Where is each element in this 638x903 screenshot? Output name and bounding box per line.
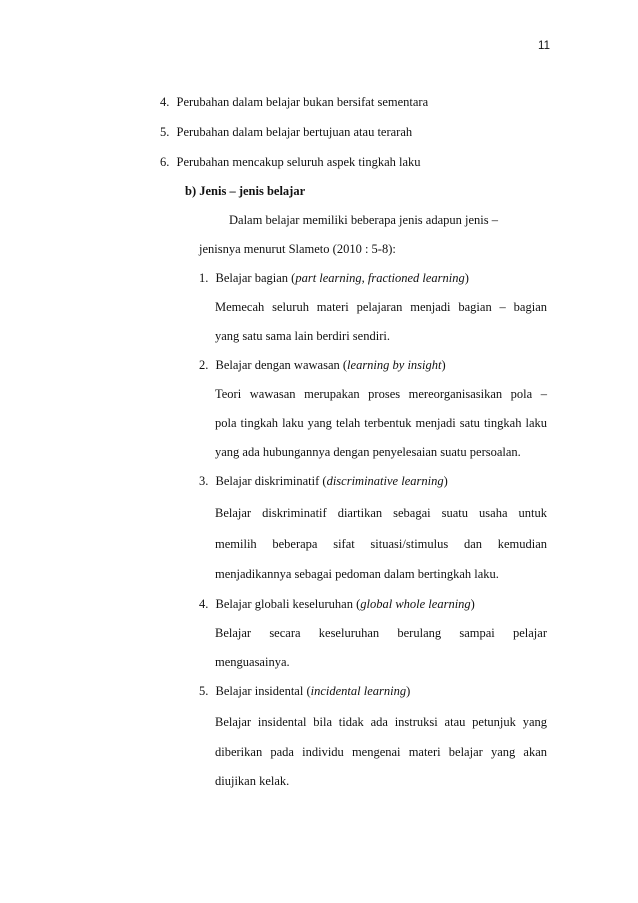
- list-number: 6.: [160, 155, 170, 169]
- type-desc-line: yang satu sama lain berdiri sendiri.: [215, 329, 390, 343]
- list-number: 5.: [160, 125, 170, 139]
- type-number: 4.: [199, 597, 209, 611]
- list-item: [160, 124, 412, 140]
- section-heading-text: b) Jenis – jenis belajar: [185, 184, 306, 198]
- type-title-italic: part learning, fractioned learning: [295, 271, 465, 285]
- type-desc-line: Teori wawasan merupakan proses mereorganisasikan pola –: [215, 387, 547, 401]
- type-number: 5.: [199, 684, 209, 698]
- section-heading: [185, 183, 305, 199]
- type-desc-line: Belajar insidental bila tidak ada instruksi atau petunjuk yang: [215, 715, 547, 729]
- type-title: [199, 270, 469, 286]
- type-number: 2.: [199, 358, 209, 372]
- type-title-text: Belajar insidental (incidental learning): [215, 684, 411, 698]
- type-title-italic: global whole learning: [360, 597, 471, 611]
- list-number: 4.: [160, 95, 170, 109]
- type-title-italic: learning by insight: [347, 358, 442, 372]
- type-title: [199, 473, 448, 489]
- type-desc-line: Memecah seluruh materi pelajaran menjadi bagian – bagian: [215, 300, 547, 314]
- page-number: 11: [538, 40, 550, 52]
- list-text: Perubahan mencakup seluruh aspek tingkah laku: [176, 155, 421, 169]
- intro-line-1: Dalam belajar memiliki beberapa jenis adapun jenis –: [229, 213, 499, 227]
- type-title-text: Belajar diskriminatif (discriminative learning): [215, 474, 448, 488]
- type-desc-line: menjadikannya sebagai pedoman dalam bertingkah laku.: [215, 567, 499, 581]
- type-title-text: Belajar bagian (part learning, fractioned learning): [215, 271, 469, 285]
- type-title: [199, 683, 410, 699]
- type-number: 3.: [199, 474, 209, 488]
- type-desc-line: Belajar diskriminatif diartikan sebagai suatu usaha untuk: [215, 506, 547, 520]
- type-desc-line: memilih beberapa sifat situasi/stimulus dan kemudian: [215, 537, 547, 551]
- type-title: [199, 357, 446, 373]
- type-desc-line: yang ada hubungannya dengan penyelesaian suatu persoalan.: [215, 445, 521, 459]
- list-item: [160, 154, 421, 170]
- type-title-italic: discriminative learning: [326, 474, 444, 488]
- type-title-text: Belajar dengan wawasan (learning by insight): [215, 358, 446, 372]
- type-number: 1.: [199, 271, 209, 285]
- list-text: Perubahan dalam belajar bertujuan atau terarah: [176, 125, 413, 139]
- type-title-italic: incidental learning: [310, 684, 407, 698]
- type-title: [199, 596, 475, 612]
- type-desc-line: Belajar secara keseluruhan berulang sampai pelajar: [215, 626, 547, 640]
- type-desc-line: diberikan pada individu mengenai materi belajar yang akan: [215, 745, 547, 759]
- intro-line-2: jenisnya menurut Slameto (2010 : 5-8):: [199, 242, 396, 256]
- type-desc-line: pola tingkah laku yang telah terbentuk menjadi satu tingkah laku: [215, 416, 547, 430]
- list-text: Perubahan dalam belajar bukan bersifat sementara: [176, 95, 429, 109]
- list-item: [160, 94, 428, 110]
- type-title-text: Belajar globali keseluruhan (global whole learning): [215, 597, 475, 611]
- type-desc-line: diujikan kelak.: [215, 774, 290, 788]
- type-desc-line: menguasainya.: [215, 655, 290, 669]
